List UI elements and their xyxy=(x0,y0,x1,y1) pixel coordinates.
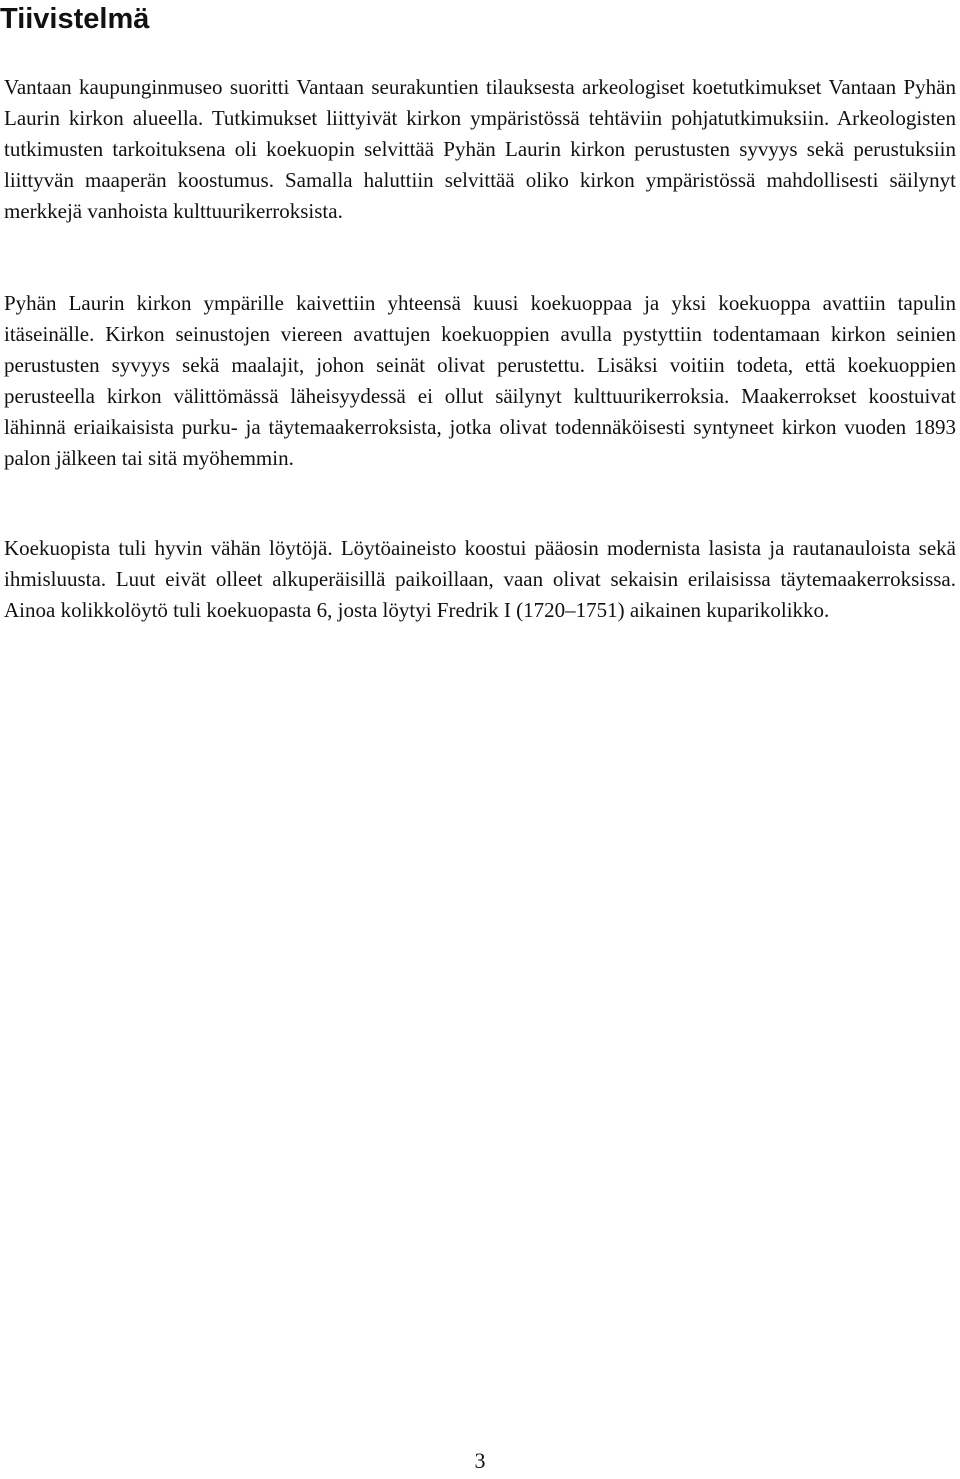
page-number: 3 xyxy=(474,1448,486,1473)
paragraph-2: Pyhän Laurin kirkon ympärille kaivettiin yhteensä kuusi koekuoppaa ja yksi koekuoppa avattiin tapulin itäseinälle. Kirkon seinustojen viereen avattujen koekuoppien avulla pystyttiin todentamaan kirkon seinien perustusten syvyys sekä maalajit, johon seinät olivat perustettu. Lisäksi voitiin todeta, että koekuoppien perusteella kirkon välittömässä läheisyydessä ei ollut säilynyt kulttuurikerroksia. Maakerrokset koostuivat lähinnä eriaikaisista purku- ja täytemaakerroksista, jotka olivat todennäköisesti syntyneet kirkon vuoden 1893 palon jälkeen tai sitä myöhemmin. xyxy=(4,291,956,470)
paragraph-block-1 xyxy=(4,72,956,227)
page-title: Tiivistelmä xyxy=(0,3,150,35)
paragraph-block-2 xyxy=(4,288,956,474)
paragraph-3: Koekuopista tuli hyvin vähän löytöjä. Löytöaineisto koostui pääosin modernista lasista ja rautanauloista sekä ihmisluusta. Luut eivät olleet alkuperäisillä paikoillaan, vaan olivat sekaisin erilaisissa täytemaakerroksissa. Ainoa kolikkolöytö tuli koekuopasta 6, josta löytyi Fredrik I (1720–1751) aikainen kuparikolikko. xyxy=(4,536,956,622)
paragraph-1: Vantaan kaupunginmuseo suoritti Vantaan seurakuntien tilauksesta arkeologiset koetutkimukset Vantaan Pyhän Laurin kirkon alueella. Tutkimukset liittyivät kirkon ympäristössä tehtäviin pohjatutkimuksiin. Arkeologisten tutkimusten tarkoituksena oli koekuopin selvittää Pyhän Laurin kirkon perustusten syvyys sekä perustuksiin liittyvän maaperän koostumus. Samalla haluttiin selvittää oliko kirkon ympäristössä mahdollisesti säilynyt merkkejä vanhoista kulttuurikerroksista. xyxy=(4,75,956,223)
paragraph-block-3 xyxy=(4,533,956,626)
